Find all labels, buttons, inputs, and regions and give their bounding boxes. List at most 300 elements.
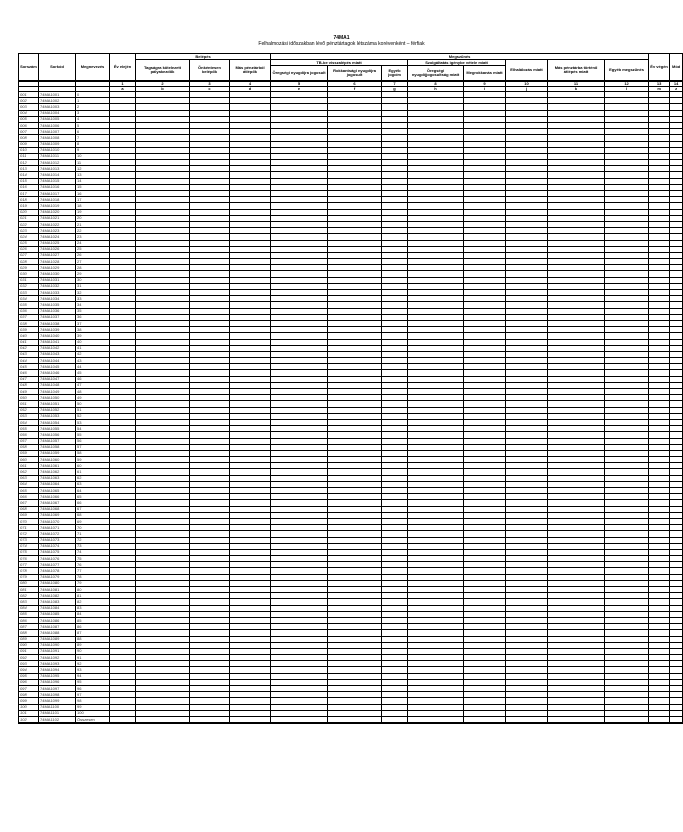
col-header-onkentesen: Önkéntesen belépők: [190, 60, 230, 82]
col-header-megnevezes: Megnevezés: [76, 54, 110, 82]
row-number: 062: [19, 469, 39, 475]
column-letter: l: [605, 87, 649, 92]
data-cell[interactable]: [230, 716, 271, 723]
row-label: 60: [76, 463, 110, 469]
row-number: 007: [19, 129, 39, 135]
row-label: 11: [76, 160, 110, 166]
col-header-egyeb-jogcim: Egyéb jogcím: [382, 66, 408, 82]
column-letter: k: [548, 87, 605, 92]
column-letter: m: [649, 87, 670, 92]
row-label: 55: [76, 432, 110, 438]
row-label: 74: [76, 549, 110, 555]
row-code: 74MA1058: [39, 444, 76, 450]
row-label: 22: [76, 228, 110, 234]
row-code: 74MA1085: [39, 611, 76, 617]
column-number: 4: [230, 81, 271, 87]
row-code: 74MA1056: [39, 432, 76, 438]
column-letter: f: [328, 87, 382, 92]
column-number: 7: [382, 81, 408, 87]
row-number: 009: [19, 141, 39, 147]
row-number: 024: [19, 234, 39, 240]
row-code: 74MA1007: [39, 129, 76, 135]
row-label: 82: [76, 599, 110, 605]
row-code: 74MA1038: [39, 320, 76, 326]
group-header-tb-vissza: TB-be visszalépés miatt: [271, 60, 408, 66]
col-header-ev-vegen: Év végén: [649, 54, 670, 82]
row-label: 4: [76, 116, 110, 122]
row-number: 063: [19, 475, 39, 481]
row-label: 51: [76, 407, 110, 413]
row-label: 66: [76, 500, 110, 506]
row-number: 100: [19, 704, 39, 710]
row-label: 71: [76, 531, 110, 537]
row-code: 74MA1100: [39, 704, 76, 710]
row-code: 74MA1096: [39, 679, 76, 685]
table-body: [19, 92, 683, 724]
row-label: 89: [76, 642, 110, 648]
row-label: 68: [76, 512, 110, 518]
row-label: 87: [76, 630, 110, 636]
row-label: 26: [76, 252, 110, 258]
row-code: 74MA1039: [39, 327, 76, 333]
row-code: 74MA1046: [39, 370, 76, 376]
row-code: 74MA1094: [39, 667, 76, 673]
row-number: 023: [19, 228, 39, 234]
row-number: 099: [19, 698, 39, 704]
row-code: 74MA1070: [39, 518, 76, 524]
row-code: 74MA1079: [39, 574, 76, 580]
row-number: 029: [19, 265, 39, 271]
row-code: 74MA1001: [39, 92, 76, 98]
column-letter: c: [190, 87, 230, 92]
row-label: 93: [76, 667, 110, 673]
row-number: 101: [19, 710, 39, 716]
row-code: 74MA1012: [39, 160, 76, 166]
data-cell[interactable]: [408, 716, 464, 723]
row-number: 084: [19, 605, 39, 611]
row-code: 74MA1025: [39, 240, 76, 246]
row-code: 74MA1082: [39, 593, 76, 599]
row-label: 59: [76, 457, 110, 463]
row-number: 097: [19, 686, 39, 692]
column-number: 13: [649, 81, 670, 87]
row-code: 74MA1099: [39, 698, 76, 704]
row-code: 74MA1044: [39, 358, 76, 364]
row-code: 74MA1063: [39, 475, 76, 481]
row-code: 74MA1091: [39, 648, 76, 654]
row-label: 25: [76, 246, 110, 252]
row-number: 026: [19, 246, 39, 252]
column-letter: j: [506, 87, 548, 92]
row-label: 49: [76, 395, 110, 401]
data-cell[interactable]: [670, 716, 683, 723]
row-label: 97: [76, 692, 110, 698]
row-label: 36: [76, 314, 110, 320]
row-number: 078: [19, 568, 39, 574]
row-number: 076: [19, 556, 39, 562]
row-number: 095: [19, 673, 39, 679]
row-code: 74MA1036: [39, 308, 76, 314]
row-label: 23: [76, 234, 110, 240]
row-number: 037: [19, 314, 39, 320]
row-code: 74MA1092: [39, 655, 76, 661]
row-code: 74MA1084: [39, 605, 76, 611]
row-label: 47: [76, 382, 110, 388]
row-code: 74MA1050: [39, 395, 76, 401]
row-label: 83: [76, 605, 110, 611]
form-title: Felhalmozási időszakban lévő pénztártagok létszáma korévenként – férfiak: [258, 41, 425, 47]
row-number: 091: [19, 648, 39, 654]
row-label: 46: [76, 376, 110, 382]
row-number: 079: [19, 574, 39, 580]
row-label: 77: [76, 568, 110, 574]
column-number: 14: [670, 81, 683, 87]
row-number: 056: [19, 432, 39, 438]
column-number: 10: [506, 81, 548, 87]
data-cell[interactable]: [110, 716, 136, 723]
row-label: 43: [76, 358, 110, 364]
row-label: 39: [76, 333, 110, 339]
row-label: 58: [76, 450, 110, 456]
col-header-mod: Mód: [670, 54, 683, 82]
column-letter: d: [230, 87, 271, 92]
row-label: 15: [76, 184, 110, 190]
row-code: 74MA1027: [39, 252, 76, 258]
row-code: 74MA1076: [39, 556, 76, 562]
row-number: 016: [19, 184, 39, 190]
row-number: 057: [19, 438, 39, 444]
row-code: 74MA1029: [39, 265, 76, 271]
row-label: 64: [76, 488, 110, 494]
row-number: 055: [19, 426, 39, 432]
row-label: 45: [76, 370, 110, 376]
row-label: 1: [76, 98, 110, 104]
row-label: 42: [76, 351, 110, 357]
col-header-rokkantsagi-jog: Rokkantsági nyugdíjra jogosult: [328, 66, 382, 82]
row-code: 74MA1102: [39, 716, 76, 723]
row-number: 059: [19, 450, 39, 456]
row-label: 32: [76, 290, 110, 296]
row-number: 010: [19, 147, 39, 153]
column-letter: e: [271, 87, 328, 92]
column-letter: a: [110, 87, 136, 92]
row-code: 74MA1037: [39, 314, 76, 320]
row-number: 064: [19, 481, 39, 487]
row-number: 003: [19, 104, 39, 110]
row-code: 74MA1095: [39, 673, 76, 679]
row-label: 50: [76, 401, 110, 407]
row-code: 74MA1034: [39, 296, 76, 302]
row-label: 99: [76, 704, 110, 710]
row-number: 093: [19, 661, 39, 667]
row-number: 045: [19, 364, 39, 370]
row-number: 050: [19, 395, 39, 401]
row-label: 31: [76, 283, 110, 289]
row-code: 74MA1031: [39, 277, 76, 283]
row-number: 080: [19, 580, 39, 586]
row-code: 74MA1086: [39, 617, 76, 623]
row-code: 74MA1052: [39, 407, 76, 413]
row-label: 61: [76, 469, 110, 475]
row-label: 7: [76, 135, 110, 141]
row-number: 048: [19, 382, 39, 388]
row-label: 35: [76, 308, 110, 314]
row-code: 74MA1071: [39, 525, 76, 531]
row-number: 094: [19, 667, 39, 673]
row-code: 74MA1068: [39, 506, 76, 512]
row-label: 10: [76, 153, 110, 159]
row-code: 74MA1089: [39, 636, 76, 642]
row-number: 036: [19, 308, 39, 314]
row-code: 74MA1057: [39, 438, 76, 444]
row-label: 37: [76, 320, 110, 326]
row-label: 62: [76, 475, 110, 481]
row-number: 069: [19, 512, 39, 518]
row-number: 041: [19, 339, 39, 345]
row-label: 81: [76, 593, 110, 599]
row-number: 038: [19, 320, 39, 326]
row-code: 74MA1067: [39, 500, 76, 506]
row-code: 74MA1093: [39, 661, 76, 667]
row-number: 071: [19, 525, 39, 531]
data-cell[interactable]: [382, 716, 408, 723]
data-cell[interactable]: [328, 716, 382, 723]
row-label: 53: [76, 419, 110, 425]
data-cell[interactable]: [605, 716, 649, 723]
row-code: 74MA1080: [39, 580, 76, 586]
table-row: [19, 716, 683, 723]
column-number: 8: [408, 81, 464, 87]
row-number: 072: [19, 531, 39, 537]
row-number: 065: [19, 488, 39, 494]
row-number: 001: [19, 92, 39, 98]
col-header-sorszam: Sorszám: [19, 54, 39, 82]
row-label: 48: [76, 389, 110, 395]
row-label: 33: [76, 296, 110, 302]
data-cell[interactable]: [506, 716, 548, 723]
row-code: 74MA1087: [39, 624, 76, 630]
col-header-ev-elejen: Év elején: [110, 54, 136, 82]
row-code: 74MA1064: [39, 481, 76, 487]
row-number: 061: [19, 463, 39, 469]
row-label: 8: [76, 141, 110, 147]
row-number: 074: [19, 543, 39, 549]
row-code: 74MA1059: [39, 450, 76, 456]
row-code: 74MA1026: [39, 246, 76, 252]
row-code: 74MA1041: [39, 339, 76, 345]
group-header-szolgaltatas: Szolgáltatás igénybe vétele miatt: [408, 60, 506, 66]
column-number: 9: [464, 81, 506, 87]
row-number: 039: [19, 327, 39, 333]
row-code: 74MA1008: [39, 135, 76, 141]
row-number: 020: [19, 209, 39, 215]
row-code: 74MA1047: [39, 376, 76, 382]
column-number: 2: [136, 81, 190, 87]
row-label: 20: [76, 215, 110, 221]
column-number: 11: [548, 81, 605, 87]
row-code: 74MA1077: [39, 562, 76, 568]
row-number: 090: [19, 642, 39, 648]
row-label: 2: [76, 104, 110, 110]
row-code: 74MA1049: [39, 389, 76, 395]
row-number: 051: [19, 401, 39, 407]
row-label: 13: [76, 172, 110, 178]
column-letter: b: [136, 87, 190, 92]
row-label: Összesen: [76, 716, 110, 723]
row-label: 78: [76, 574, 110, 580]
row-number: 030: [19, 271, 39, 277]
column-number: 12: [605, 81, 649, 87]
row-code: 74MA1005: [39, 116, 76, 122]
row-number: 018: [19, 197, 39, 203]
row-number: 083: [19, 599, 39, 605]
row-number: 053: [19, 413, 39, 419]
col-header-mas-penztarba: Más pénztárba történő átlépés miatt: [548, 60, 605, 82]
row-code: 74MA1020: [39, 209, 76, 215]
row-number: 054: [19, 419, 39, 425]
row-code: 74MA1043: [39, 351, 76, 357]
col-header-oregsegi-jog: Öregségi nyugdíjra jogosult: [271, 66, 328, 82]
row-number: 052: [19, 407, 39, 413]
row-number: 087: [19, 624, 39, 630]
row-code: 74MA1054: [39, 419, 76, 425]
row-number: 042: [19, 345, 39, 351]
data-cell[interactable]: [190, 716, 230, 723]
row-number: 068: [19, 506, 39, 512]
row-label: 34: [76, 302, 110, 308]
row-code: 74MA1088: [39, 630, 76, 636]
row-number: 006: [19, 122, 39, 128]
row-label: 94: [76, 673, 110, 679]
row-label: 0: [76, 92, 110, 98]
row-label: 65: [76, 494, 110, 500]
row-number: 081: [19, 587, 39, 593]
row-code: 74MA1004: [39, 110, 76, 116]
row-number: 075: [19, 549, 39, 555]
row-label: 38: [76, 327, 110, 333]
row-code: 74MA1021: [39, 215, 76, 221]
row-label: 91: [76, 655, 110, 661]
row-number: 019: [19, 203, 39, 209]
column-letter: g: [382, 87, 408, 92]
row-label: 88: [76, 636, 110, 642]
row-label: 73: [76, 543, 110, 549]
row-number: 046: [19, 370, 39, 376]
form-code: 74MA1: [333, 35, 350, 41]
row-number: 092: [19, 655, 39, 661]
report-table: [18, 53, 683, 724]
column-number: 6: [328, 81, 382, 87]
row-label: 76: [76, 562, 110, 568]
row-code: 74MA1006: [39, 122, 76, 128]
col-header-oregsegi-jogosultsag: Öregségi nyugdíjjogosultság miatt: [408, 66, 464, 82]
row-code: 74MA1035: [39, 302, 76, 308]
row-code: 74MA1053: [39, 413, 76, 419]
row-number: 044: [19, 358, 39, 364]
row-code: 74MA1065: [39, 488, 76, 494]
row-label: 9: [76, 147, 110, 153]
group-header-belepes: Belépés: [136, 54, 271, 60]
row-number: 005: [19, 116, 39, 122]
row-number: 047: [19, 376, 39, 382]
row-label: 18: [76, 203, 110, 209]
row-label: 90: [76, 648, 110, 654]
data-cell[interactable]: [136, 716, 190, 723]
row-label: 98: [76, 698, 110, 704]
row-label: 70: [76, 525, 110, 531]
data-cell[interactable]: [548, 716, 605, 723]
row-code: 74MA1072: [39, 531, 76, 537]
row-code: 74MA1073: [39, 537, 76, 543]
row-code: 74MA1055: [39, 426, 76, 432]
row-number: 022: [19, 221, 39, 227]
row-code: 74MA1101: [39, 710, 76, 716]
row-number: 043: [19, 351, 39, 357]
row-label: 86: [76, 624, 110, 630]
row-label: 75: [76, 556, 110, 562]
row-number: 066: [19, 494, 39, 500]
row-code: 74MA1061: [39, 463, 76, 469]
row-code: 74MA1023: [39, 228, 76, 234]
row-label: 3: [76, 110, 110, 116]
col-header-tagsagra: Tagságra kötelezett pályakezdők: [136, 60, 190, 82]
row-number: 049: [19, 389, 39, 395]
row-label: 85: [76, 617, 110, 623]
row-label: 21: [76, 221, 110, 227]
row-label: 72: [76, 537, 110, 543]
row-number: 012: [19, 160, 39, 166]
data-cell[interactable]: [464, 716, 506, 723]
row-code: 74MA1097: [39, 686, 76, 692]
row-number: 031: [19, 277, 39, 283]
row-number: 017: [19, 191, 39, 197]
row-code: 74MA1011: [39, 153, 76, 159]
row-number: 032: [19, 283, 39, 289]
data-cell[interactable]: [271, 716, 328, 723]
row-number: 008: [19, 135, 39, 141]
row-code: 74MA1024: [39, 234, 76, 240]
row-number: 098: [19, 692, 39, 698]
row-code: 74MA1002: [39, 98, 76, 104]
row-code: 74MA1003: [39, 104, 76, 110]
row-label: 84: [76, 611, 110, 617]
data-cell[interactable]: [649, 716, 670, 723]
row-label: 63: [76, 481, 110, 487]
row-number: 082: [19, 593, 39, 599]
row-number: 004: [19, 110, 39, 116]
row-code: 74MA1078: [39, 568, 76, 574]
row-label: 92: [76, 661, 110, 667]
row-code: 74MA1042: [39, 345, 76, 351]
row-label: 17: [76, 197, 110, 203]
row-number: 060: [19, 457, 39, 463]
row-number: 033: [19, 290, 39, 296]
row-number: 085: [19, 611, 39, 617]
col-header-elhalalozas: Elhalálozás miatt: [506, 60, 548, 82]
row-code: 74MA1014: [39, 172, 76, 178]
row-label: 5: [76, 122, 110, 128]
row-number: 058: [19, 444, 39, 450]
row-code: 74MA1028: [39, 259, 76, 265]
row-label: 95: [76, 679, 110, 685]
row-number: 096: [19, 679, 39, 685]
row-label: 27: [76, 259, 110, 265]
row-code: 74MA1069: [39, 512, 76, 518]
row-label: 67: [76, 506, 110, 512]
row-number: 073: [19, 537, 39, 543]
row-number: 011: [19, 153, 39, 159]
column-letter: h: [408, 87, 464, 92]
